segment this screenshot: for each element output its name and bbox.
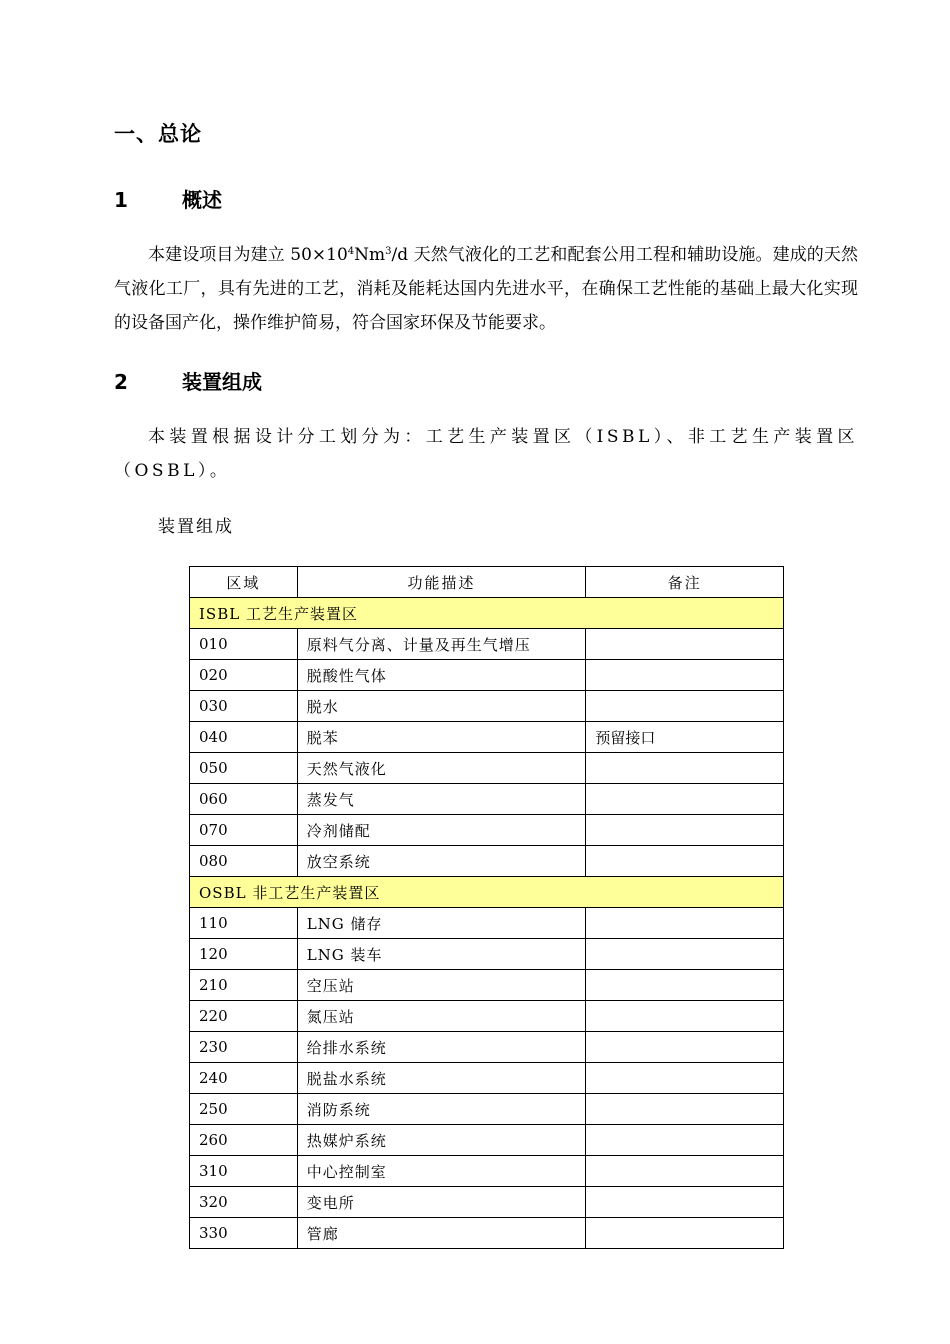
chapter-heading: 一、总论 [114,122,202,146]
table-row [190,691,784,722]
table-row [190,970,784,1001]
table-cell-desc: 脱酸性气体 [297,660,586,691]
table-cell-note [586,970,784,1001]
section-heading-composition [114,366,262,395]
table-cell-code: 260 [190,1125,298,1156]
table-row [190,815,784,846]
table-caption: 装置组成 [158,517,234,537]
table-cell-code: 020 [190,660,298,691]
table-cell-desc: 蒸发气 [297,784,586,815]
table-cell-note [586,1032,784,1063]
table-cell-desc: 脱水 [297,691,586,722]
table-cell-note [586,691,784,722]
table-cell-desc: 天然气液化 [297,753,586,784]
table-header-row [190,567,784,598]
overview-paragraph [114,238,858,340]
table-row [190,1187,784,1218]
section-title: 概述 [182,188,222,212]
table-cell-desc: 脱盐水系统 [297,1063,586,1094]
section-number: 2 [114,370,128,394]
table-cell-desc: 变电所 [297,1187,586,1218]
section-label-cell: ISBL 工艺生产装置区 [190,598,784,629]
table-row [190,1063,784,1094]
table-cell-desc: 氮压站 [297,1001,586,1032]
composition-paragraph: 本装置根据设计分工划分为：工艺生产装置区（ISBL）、非工艺生产装置区（OSBL）。 [114,427,858,481]
table-cell-desc: 放空系统 [297,846,586,877]
header-cell: 功能描述 [297,567,586,598]
paragraph-text: 本建设项目为建立 50×10 [148,245,348,265]
table-cell-code: 310 [190,1156,298,1187]
table-cell-note [586,1063,784,1094]
superscript: 4 [347,246,355,257]
table-cell-note [586,1125,784,1156]
table-cell-note [586,629,784,660]
section-title: 装置组成 [182,370,262,394]
table-row [190,660,784,691]
table-cell-code: 240 [190,1063,298,1094]
table-row [190,939,784,970]
table-cell-code: 030 [190,691,298,722]
table-cell-note [586,1156,784,1187]
table-row [190,1001,784,1032]
table-cell-note [586,1001,784,1032]
table-cell-code: 330 [190,1218,298,1249]
table-cell-desc: 管廊 [297,1218,586,1249]
table-cell-code: 070 [190,815,298,846]
table-cell-desc: 给排水系统 [297,1032,586,1063]
table-cell-note [586,784,784,815]
table-cell-note [586,660,784,691]
table-row [190,1218,784,1249]
paragraph-text: /d 天然气液化的工艺和配套公用工程和辅助设施。建成的天然气液化工厂，具有先进的工艺，消耗及能耗达国内先进水平，在确保工艺性能的基础上最大化实现的设备国产化，操作维护简易，符合国家环保及节能要求。 [114,245,858,333]
table-cell-code: 220 [190,1001,298,1032]
table-cell-note [586,1218,784,1249]
table-cell-code: 320 [190,1187,298,1218]
paragraph-text: Nm [354,245,386,265]
table-cell-note [586,1094,784,1125]
table-cell-code: 230 [190,1032,298,1063]
table-cell-desc: 中心控制室 [297,1156,586,1187]
composition-table [189,566,784,1249]
table-section-row [190,598,784,629]
table-cell-code: 080 [190,846,298,877]
table-cell-desc: LNG 装车 [297,939,586,970]
table-cell-note [586,753,784,784]
table-cell-note: 预留接口 [586,722,784,753]
table-cell-code: 050 [190,753,298,784]
table-cell-note [586,846,784,877]
table-cell-code: 110 [190,908,298,939]
table-cell-code: 120 [190,939,298,970]
section-heading-overview [114,184,222,213]
table-row [190,1156,784,1187]
table-row [190,1094,784,1125]
table-cell-desc: 热媒炉系统 [297,1125,586,1156]
table-cell-desc: 空压站 [297,970,586,1001]
table-cell-code: 010 [190,629,298,660]
table-row [190,846,784,877]
table-cell-code: 210 [190,970,298,1001]
table-cell-desc: 消防系统 [297,1094,586,1125]
header-cell: 区域 [190,567,298,598]
table-section-row [190,877,784,908]
superscript: 3 [385,246,392,257]
table-cell-note [586,1187,784,1218]
table-row [190,753,784,784]
table-row [190,784,784,815]
table-row [190,908,784,939]
table-cell-note [586,815,784,846]
section-number: 1 [114,188,128,212]
header-cell: 备注 [586,567,784,598]
section-label-cell: OSBL 非工艺生产装置区 [190,877,784,908]
table-cell-desc: LNG 储存 [297,908,586,939]
table-cell-desc: 脱苯 [297,722,586,753]
table-cell-desc: 冷剂储配 [297,815,586,846]
table-row [190,629,784,660]
table-body [190,598,784,1249]
table-cell-code: 250 [190,1094,298,1125]
table-row [190,1125,784,1156]
table-row [190,722,784,753]
table-row [190,1032,784,1063]
table-cell-desc: 原料气分离、计量及再生气增压 [297,629,586,660]
table-cell-note [586,908,784,939]
table-cell-code: 060 [190,784,298,815]
table-cell-note [586,939,784,970]
table-cell-code: 040 [190,722,298,753]
